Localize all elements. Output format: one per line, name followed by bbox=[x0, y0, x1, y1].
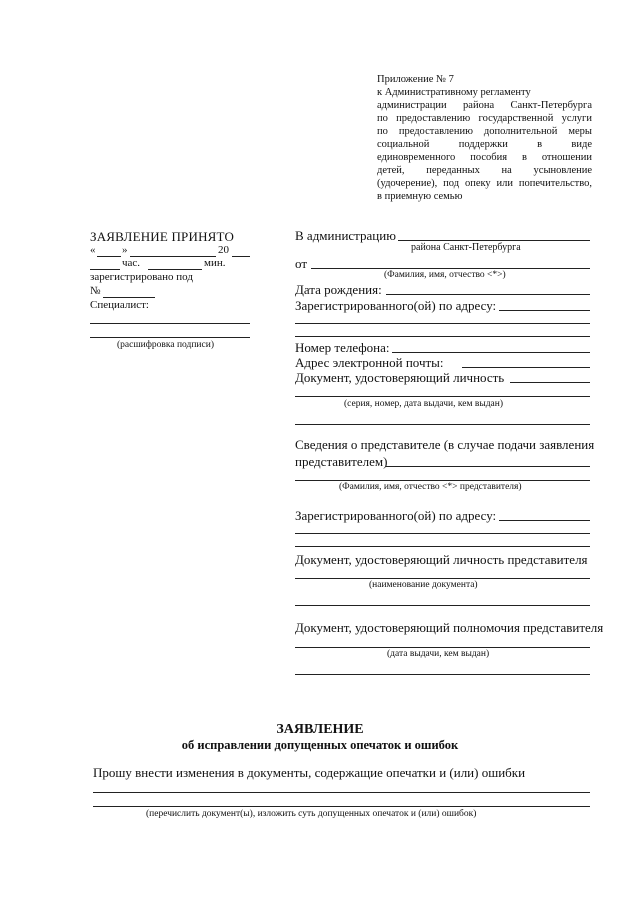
rep-fio-caption: (Фамилия, имя, отчество <*> представителя) bbox=[339, 482, 522, 492]
day-field[interactable] bbox=[97, 256, 121, 257]
rep-doc-caption: (наименование документа) bbox=[369, 580, 478, 590]
appendix-line: администрации района Санкт-Петербурга bbox=[377, 100, 592, 111]
to-admin-label: В администрацию bbox=[295, 228, 396, 243]
address-field[interactable] bbox=[499, 310, 590, 311]
rep-authority-field-line2[interactable] bbox=[295, 674, 590, 675]
statement-subtitle: об исправлении допущенных опечаток и ошибок bbox=[181, 738, 459, 752]
minutes-label: мин. bbox=[204, 257, 226, 269]
rep-authority-field[interactable] bbox=[295, 647, 590, 648]
registered-address-label: Зарегистрированного(ой) по адресу: bbox=[295, 298, 497, 313]
statement-title: ЗАЯВЛЕНИЕ bbox=[276, 722, 364, 737]
administration-field[interactable] bbox=[398, 240, 590, 241]
document-list-field[interactable] bbox=[93, 792, 590, 793]
id-document-field-line2[interactable] bbox=[295, 396, 590, 397]
signature-decoding-line[interactable] bbox=[90, 337, 250, 338]
rep-document-field-line2[interactable] bbox=[295, 605, 590, 606]
rep-document-name-field[interactable] bbox=[295, 578, 590, 579]
registered-label: зарегистрировано под bbox=[90, 271, 193, 283]
appendix-line: (удочерение), под опеку или попечительство, bbox=[377, 178, 592, 189]
address-field-line3[interactable] bbox=[295, 336, 590, 337]
date-quote-open: « bbox=[90, 244, 96, 256]
document-list-field-line2[interactable] bbox=[93, 806, 590, 807]
date-quote-close: » bbox=[122, 244, 128, 256]
rep-info-label: Сведения о представителе (в случае подачи заявления bbox=[295, 437, 595, 452]
email-field[interactable] bbox=[462, 367, 590, 368]
rep-address-field-line2[interactable] bbox=[295, 533, 590, 534]
appendix-line: единовременного пособия в отношении bbox=[377, 152, 592, 163]
hours-label: час. bbox=[122, 257, 141, 269]
accepted-heading: ЗАЯВЛЕНИЕ ПРИНЯТО bbox=[90, 229, 235, 244]
rep-fio-field-line2[interactable] bbox=[295, 480, 590, 481]
rep-address-field[interactable] bbox=[499, 520, 590, 521]
id-document-label: Документ, удостоверяющий личность bbox=[295, 370, 505, 385]
number-sign: № bbox=[90, 285, 101, 297]
appendix-line: по предоставлению дополнительной меры bbox=[377, 126, 592, 137]
appendix-line: по предоставлению государственной услуги bbox=[377, 113, 592, 124]
minutes-field[interactable] bbox=[148, 269, 202, 270]
year-prefix: 20 bbox=[218, 244, 229, 256]
rep-id-document-label: Документ, удостоверяющий личность представителя bbox=[295, 552, 588, 567]
id-caption: (серия, номер, дата выдачи, кем выдан) bbox=[344, 399, 504, 409]
request-text: Прошу внести изменения в документы, содержащие опечатки и (или) ошибки bbox=[93, 765, 526, 780]
specialist-label: Специалист: bbox=[90, 299, 149, 311]
year-field[interactable] bbox=[232, 256, 250, 257]
appendix-line: к Административному регламенту bbox=[377, 87, 531, 98]
district-caption: района Санкт-Петербурга bbox=[411, 242, 521, 253]
rep-info-label-cont: представителем) bbox=[295, 454, 388, 469]
phone-field[interactable] bbox=[392, 352, 590, 353]
appendix-line: социальной поддержки в виде bbox=[377, 139, 592, 150]
appendix-title: Приложение № 7 bbox=[377, 74, 454, 85]
rep-fio-field[interactable] bbox=[386, 466, 590, 467]
appendix-line: в приемную семью bbox=[377, 191, 463, 202]
list-caption: (перечислить документ(ы), изложить суть допущенных опечаток и (или) ошибок) bbox=[146, 809, 477, 819]
fio-caption: (Фамилия, имя, отчество <*>) bbox=[384, 270, 506, 280]
rep-authority-caption: (дата выдачи, кем выдан) bbox=[387, 649, 490, 659]
birth-date-field[interactable] bbox=[386, 294, 590, 295]
specialist-signature-line[interactable] bbox=[90, 323, 250, 324]
id-document-field-line3[interactable] bbox=[295, 424, 590, 425]
id-document-field[interactable] bbox=[510, 382, 590, 383]
signature-caption: (расшифровка подписи) bbox=[117, 340, 214, 350]
hours-field[interactable] bbox=[90, 269, 120, 270]
rep-authority-label: Документ, удостоверяющий полномочия представителя bbox=[295, 620, 604, 635]
registration-number-field[interactable] bbox=[103, 297, 155, 298]
phone-label: Номер телефона: bbox=[295, 340, 390, 355]
email-label: Адрес электронной почты: bbox=[295, 355, 444, 370]
address-field-line2[interactable] bbox=[295, 323, 590, 324]
appendix-line: детей, переданных на усыновление bbox=[377, 165, 592, 176]
rep-registered-address-label: Зарегистрированного(ой) по адресу: bbox=[295, 508, 497, 523]
from-label: от bbox=[295, 256, 308, 271]
from-field[interactable] bbox=[311, 268, 590, 269]
birth-date-label: Дата рождения: bbox=[295, 282, 382, 297]
rep-address-field-line3[interactable] bbox=[295, 546, 590, 547]
